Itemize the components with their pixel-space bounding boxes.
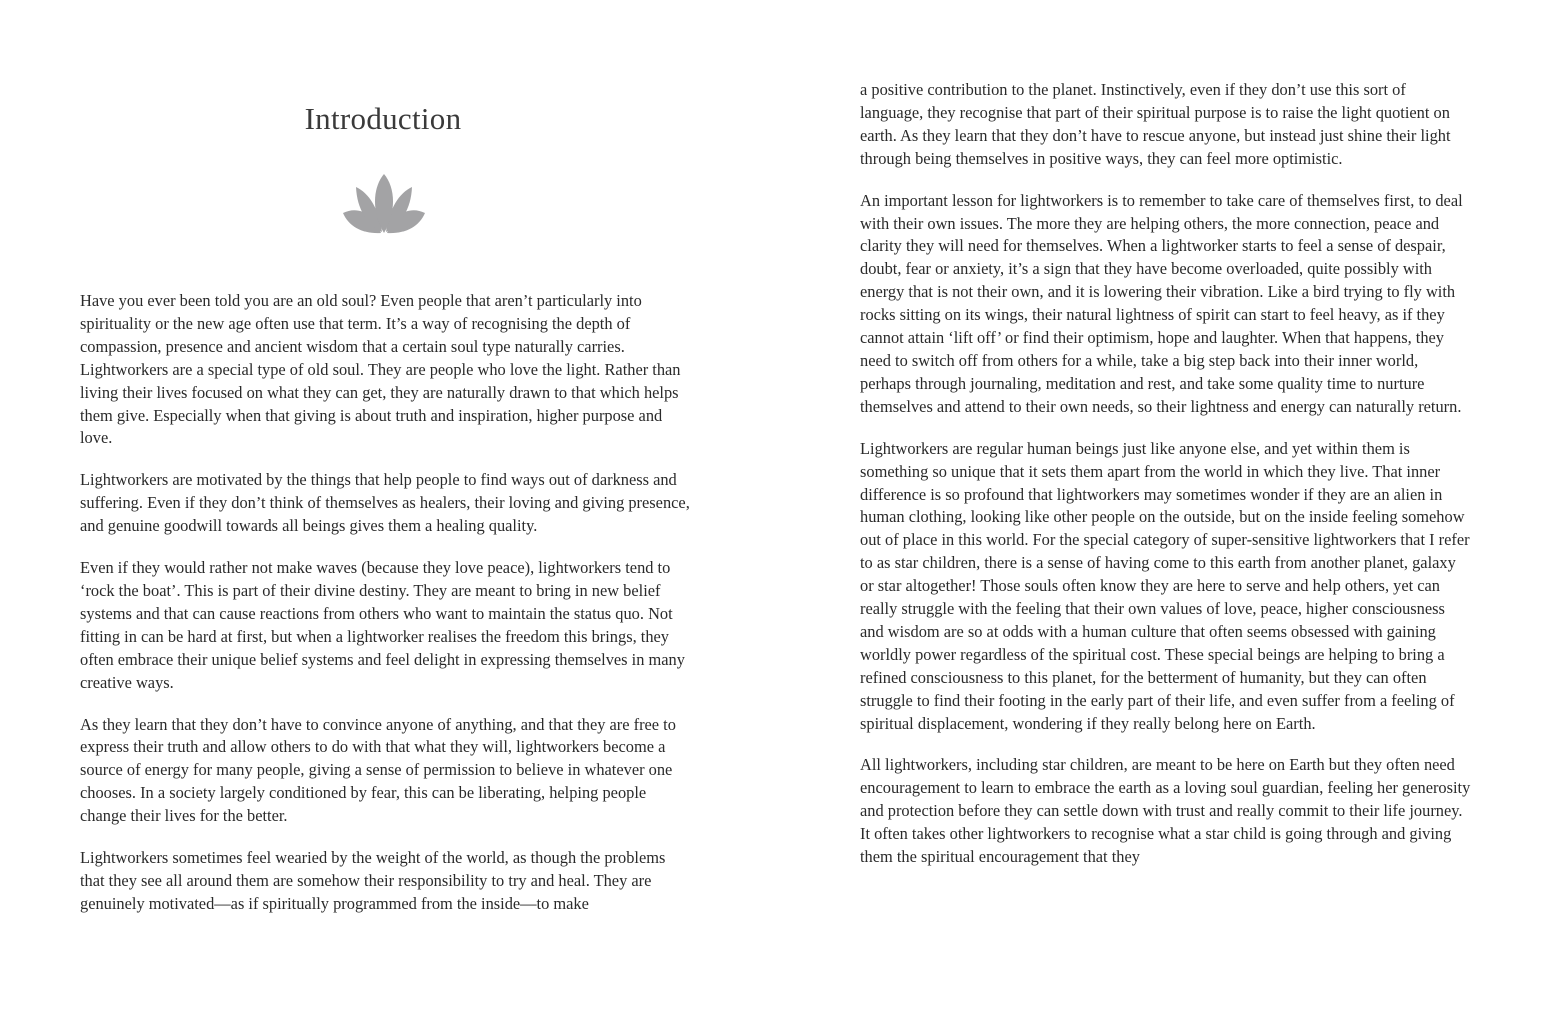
chapter-title: Introduction (304, 101, 462, 136)
paragraph: a positive contribution to the planet. Instinctively, even if they don’t use this sort of language, they recognise that part of their spiritual purpose is to raise the light quotient on earth. As they learn that they don’t have to rescue anyone, but instead just shine their light through being themselves in positive ways, they can feel more optimistic. (860, 80, 1451, 168)
paragraph: All lightworkers, including star children, are meant to be here on Earth but they often need encouragement to learn to embrace the earth as a loving soul guardian, feeling her generosity and protection before they can settle down with trust and really commit to their life journey. It often takes other lightworkers to recognise what a star child is going through and giving them the spiritual encouragement that they (860, 755, 1471, 867)
paragraph: Even if they would rather not make waves (because they love peace), lightworkers tend to ‘rock the boat’. This is part of their divine destiny. They are meant to bring in new belief systems and that can cause reactions from others who want to maintain the status quo. Not fitting in can be hard at first, but when a lightworker realises the freedom this brings, they often embrace their unique belief systems and feel delight in expressing themselves in many creative ways. (80, 558, 685, 692)
paragraph: Have you ever been told you are an old soul? Even people that aren’t particularly into spirituality or the new age often use that term. It’s a way of recognising the depth of compassion, presence and ancient wisdom that a certain soul type naturally carries. Lightworkers are a special type of old soul. They are people who love the light. Rather than living their lives focused on what they can get, they are naturally drawn to that which helps them give. Especially when that giving is about truth and inspiration, higher purpose and love. (80, 291, 681, 448)
lotus-icon (341, 173, 427, 237)
right-page (774, 0, 1547, 1013)
paragraph: An important lesson for lightworkers is to remember to take care of themselves first, to deal with their own issues. The more they are helping others, the more connection, peace and clarity they will need for themselves. When a lightworker starts to feel a sense of despair, doubt, fear or anxiety, it’s a sign that they have become overloaded, quite possibly with energy that is not their own, and it is lowering their vibration. Like a bird trying to fly with rocks sitting on its wings, their natural lightness of spirit can start to feel heavy, as if they cannot attain ‘lift off’ or find their optimism, hope and laughter. When that happens, they need to switch off from others for a while, take a big step back into their inner world, perhaps through journaling, meditation and rest, and take some quality time to nurture themselves and attend to their own needs, so their lightness and energy can naturally return. (860, 190, 1463, 416)
left-page (0, 0, 773, 1013)
paragraph: As they learn that they don’t have to convince anyone of anything, and that they are free to express their truth and allow others to do with that what they will, lightworkers become a source of energy for many people, giving a sense of permission to believe in whatever one chooses. In a society largely conditioned by fear, this can be liberating, helping people change their lives for the better. (80, 714, 676, 826)
paragraph: Lightworkers are motivated by the things that help people to find ways out of darkness and suffering. Even if they don’t think of themselves as healers, their loving and giving presence, and genuine goodwill towards all beings gives them a healing quality. (80, 470, 690, 536)
paragraph: Lightworkers sometimes feel wearied by the weight of the world, as though the problems that they see all around them are somehow their responsibility to try and heal. They are genuinely motivated—as if spiritually programmed from the inside—to make (80, 848, 666, 913)
paragraph: Lightworkers are regular human beings just like anyone else, and yet within them is something so unique that it sets them apart from the world in which they live. That inner difference is so profound that lightworkers may sometimes wonder if they are an alien in human clothing, looking like other people on the outside, but on the inside feeling somehow out of place in this world. For the special category of super-sensitive lightworkers that I refer to as star children, there is a sense of having come to this earth from another planet, galaxy or star altogether! Those souls often know they are here to serve and help others, yet can really struggle with the feeling that their own values of love, peace, higher consciousness and wisdom are so at odds with a human culture that often seems obsessed with gaining worldly power regardless of the spiritual cost. These special beings are helping to bring a refined consciousness to this planet, for the betterment of humanity, but they can often struggle to find their footing in the early part of their life, and even suffer from a feeling of spiritual displacement, wondering if they really belong here on Earth. (860, 438, 1470, 733)
left-body-text (80, 290, 690, 935)
right-body-text (860, 79, 1472, 888)
